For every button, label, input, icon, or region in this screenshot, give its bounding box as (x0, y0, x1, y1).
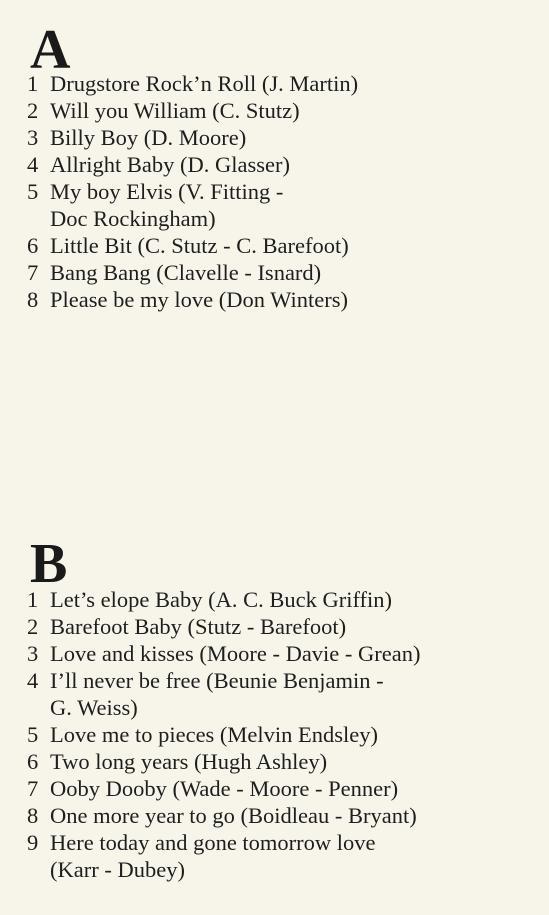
track-title-line: (Karr - Dubey) (50, 857, 185, 882)
track-item (0, 70, 358, 97)
track-number: 6 (27, 749, 39, 774)
track-number: 5 (27, 179, 39, 204)
track-title-line: Allright Baby (D. Glasser) (50, 152, 290, 177)
track-title-line: Will you William (C. Stutz) (50, 98, 300, 123)
side-a-heading: A (30, 19, 71, 81)
side-b-heading: B (30, 533, 68, 595)
track-title (50, 829, 421, 883)
track-title (50, 640, 421, 667)
track-title (50, 586, 421, 613)
track-title-line: G. Weiss) (50, 695, 138, 720)
track-item (0, 613, 421, 640)
track-title (50, 613, 421, 640)
track-title (50, 775, 421, 802)
track-title (50, 97, 358, 124)
track-number: 2 (27, 614, 39, 639)
track-title-line: Love and kisses (Moore - Davie - Grean) (50, 641, 421, 666)
track-item (0, 775, 421, 802)
track-title-line: Barefoot Baby (Stutz - Barefoot) (50, 614, 347, 639)
track-title (50, 70, 358, 97)
track-item (0, 721, 421, 748)
track-title (50, 748, 421, 775)
track-item (0, 586, 421, 613)
side-b-track-list (0, 586, 421, 883)
track-number: 5 (27, 722, 39, 747)
track-title (50, 802, 421, 829)
track-title (50, 178, 358, 232)
track-item (0, 232, 358, 259)
track-item (0, 124, 358, 151)
track-number: 8 (27, 287, 39, 312)
track-item (0, 802, 421, 829)
track-number: 9 (27, 830, 39, 855)
track-title-line: Billy Boy (D. Moore) (50, 125, 247, 150)
track-title-line: Doc Rockingham) (50, 206, 216, 231)
track-number: 2 (27, 98, 39, 123)
track-number: 4 (27, 668, 39, 693)
track-number: 1 (27, 587, 39, 612)
track-item (0, 286, 358, 313)
track-item (0, 640, 421, 667)
track-number: 7 (27, 776, 39, 801)
track-title (50, 259, 358, 286)
track-number: 8 (27, 803, 39, 828)
track-number: 1 (27, 71, 39, 96)
track-title-line: Love me to pieces (Melvin Endsley) (50, 722, 379, 747)
side-a-track-list (0, 70, 358, 313)
track-item (0, 667, 421, 721)
track-title-line: My boy Elvis (V. Fitting - (50, 179, 284, 204)
track-title-line: Bang Bang (Clavelle - Isnard) (50, 260, 322, 285)
track-title (50, 667, 421, 721)
track-item (0, 259, 358, 286)
track-number: 6 (27, 233, 39, 258)
track-number: 3 (27, 125, 39, 150)
track-title (50, 232, 358, 259)
track-number: 3 (27, 641, 39, 666)
track-title-line: Ooby Dooby (Wade - Moore - Penner) (50, 776, 399, 801)
track-title-line: One more year to go (Boidleau - Bryant) (50, 803, 417, 828)
track-title-line: I’ll never be free (Beunie Benjamin - (50, 668, 384, 693)
track-title-line: Drugstore Rock’n Roll (J. Martin) (50, 71, 359, 96)
track-title (50, 286, 358, 313)
track-title (50, 151, 358, 178)
track-item (0, 829, 421, 883)
track-item (0, 151, 358, 178)
track-title (50, 721, 421, 748)
track-item (0, 97, 358, 124)
track-title-line: Here today and gone tomorrow love (50, 830, 376, 855)
track-title-line: Please be my love (Don Winters) (50, 287, 348, 312)
track-number: 4 (27, 152, 39, 177)
track-title (50, 124, 358, 151)
track-item (0, 178, 358, 232)
track-title-line: Little Bit (C. Stutz - C. Barefoot) (50, 233, 349, 258)
track-item (0, 748, 421, 775)
track-title-line: Two long years (Hugh Ashley) (50, 749, 328, 774)
track-title-line: Let’s elope Baby (A. C. Buck Griffin) (50, 587, 393, 612)
track-number: 7 (27, 260, 39, 285)
